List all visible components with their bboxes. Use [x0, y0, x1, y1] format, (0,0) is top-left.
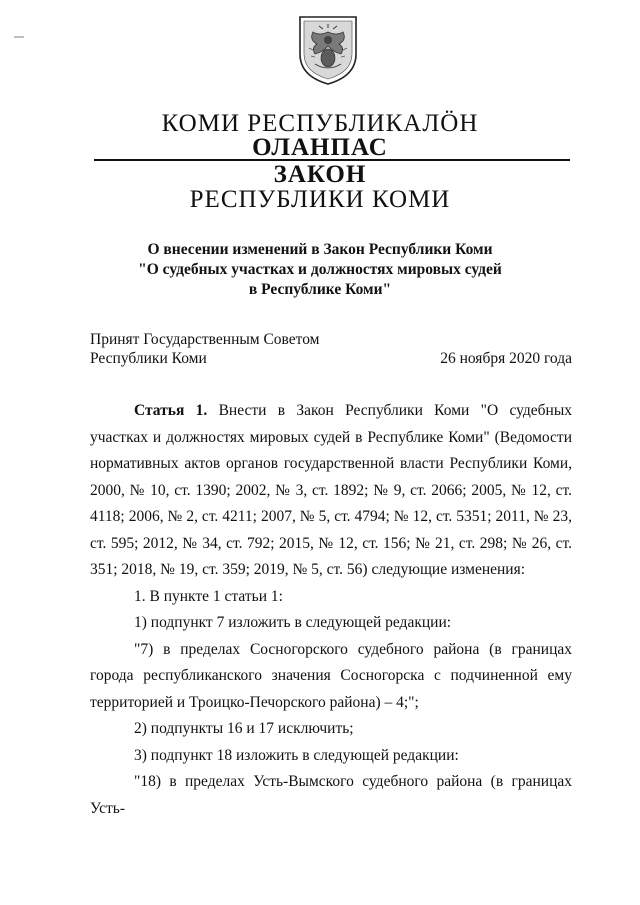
subitem-7-text: "7) в пределах Сосногорского судебного района (в границах города республиканского значения Сосногорска с подчиненной ему территорией и Троицко-Печорского района) – 4;";: [90, 640, 572, 711]
header-line-olanpas: ОЛАНПАС: [252, 134, 388, 161]
scan-mark: [14, 36, 24, 38]
law-title-line: в Республике Коми": [248, 281, 392, 298]
article-heading: Статья 1.: [134, 402, 208, 419]
subitem-18-text: "18) в пределах Усть-Вымского судебного района (в границах Усть-: [90, 773, 572, 817]
subitem-2: 2) подпункты 16 и 17 исключить;: [134, 720, 354, 737]
law-title: [0, 240, 640, 300]
header-line-zakon: ЗАКОН: [273, 161, 367, 188]
article-1-paragraph: [90, 398, 572, 584]
item-1: 1. В пункте 1 статьи 1:: [134, 587, 283, 605]
komi-republic-coat-of-arms-icon: [297, 14, 359, 86]
header-line-republic: РЕСПУБЛИКИ КОМИ: [189, 186, 451, 213]
adoption-date: 26 ноября 2020 года: [440, 350, 572, 367]
subitem-1: 1) подпункт 7 изложить в следующей редакции:: [134, 614, 452, 631]
law-title-line: "О судебных участках и должностях мировых судей: [138, 261, 502, 278]
adoption-line: Принят Государственным Советом: [90, 331, 320, 348]
adoption-line: Республики Коми: [90, 350, 207, 367]
header-line-komi: КОМИ РЕСПУБЛИКАЛӦН: [161, 110, 479, 137]
law-body: [90, 398, 572, 822]
subitem-3: 3) подпункт 18 изложить в следующей редакции:: [134, 746, 459, 764]
law-title-line: О внесении изменений в Закон Республики Коми: [147, 241, 493, 258]
adoption-info: [90, 330, 320, 368]
article-text: Внести в Закон Республики Коми "О судебных участках и должностях мировых судей в Республике Коми" (Ведомости нормативных актов органов государственной власти Республики Коми, 2000, № 10, ст. 1390; 2002, № 3, ст. 1892; № 9, ст. 2066; 2005, № 12, ст. 4118; 2006, № 2, ст. 4211; 2007, № 5, ст. 4794; № 12, ст. 5351; 2011, № 23, ст. 595; 2012, № 34, ст. 792; 2015, № 12, ст. 156; № 21, ст. 298; № 26, ст. 351; 2018, № 19, ст. 359; 2019, № 5, ст. 56) следующие изменения:: [90, 402, 573, 578]
